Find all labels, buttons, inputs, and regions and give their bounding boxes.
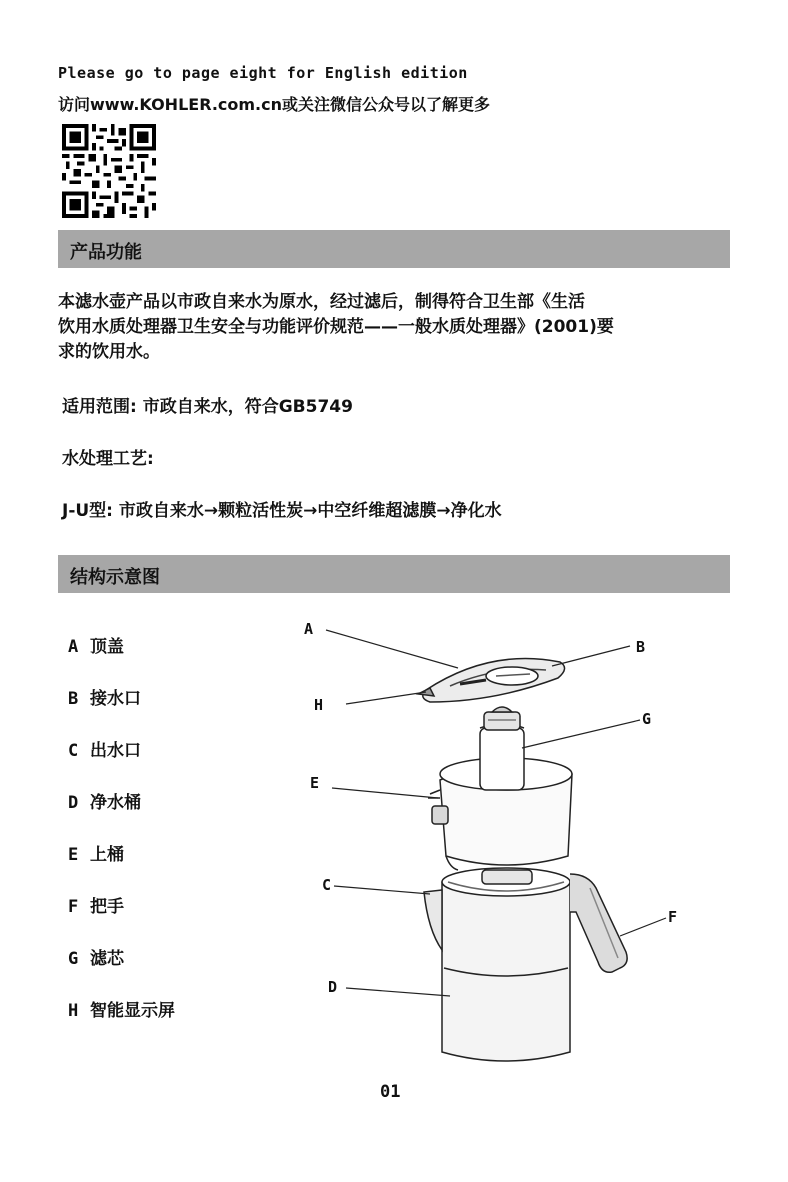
pure-water-tank xyxy=(442,868,570,1061)
pitcher-exploded-diagram xyxy=(290,612,710,1072)
diagram-label-c: C xyxy=(322,876,332,894)
part-item-f: F 把手 xyxy=(68,897,124,917)
part-item-c: C 出水口 xyxy=(68,741,141,761)
section-bar-structure xyxy=(58,555,730,593)
diagram-label-a: A xyxy=(304,620,314,638)
paragraph-line: 求的饮用水。 xyxy=(58,342,160,362)
top-lid xyxy=(418,659,565,703)
visit-website-note: 访问www.KOHLER.com.cn或关注微信公众号以了解更多 xyxy=(58,95,490,114)
paragraph-line: 本滤水壶产品以市政自来水为原水，经过滤后，制得符合卫生部《生活 xyxy=(58,292,585,312)
english-edition-note: Please go to page eight for English edition xyxy=(58,64,468,82)
part-item-h: H 智能显示屏 xyxy=(68,1001,175,1021)
process-flow: J-U型: 市政自来水→颗粒活性炭→中空纤维超滤膜→净化水 xyxy=(62,501,502,521)
function-paragraph xyxy=(58,290,738,365)
diagram-label-g: G xyxy=(642,710,652,728)
part-item-g: G 滤芯 xyxy=(68,949,124,969)
section-title-structure: 结构示意图 xyxy=(70,567,160,588)
scope-text: 适用范围: 市政自来水，符合GB5749 xyxy=(62,397,353,417)
process-title: 水处理工艺: xyxy=(62,449,154,469)
section-bar-product-function xyxy=(58,230,730,268)
diagram-label-f: F xyxy=(668,908,678,926)
part-item-e: E 上桶 xyxy=(68,845,124,865)
water-outlet-spout xyxy=(424,890,442,950)
part-item-d: D 净水桶 xyxy=(68,793,141,813)
part-item-b: B 接水口 xyxy=(68,689,141,709)
section-title-product-function: 产品功能 xyxy=(70,242,142,263)
page-number: 01 xyxy=(380,1082,401,1102)
diagram-label-b: B xyxy=(636,638,646,656)
diagram-label-d: D xyxy=(328,978,338,996)
part-item-a: A 顶盖 xyxy=(68,637,124,657)
filter-cartridge xyxy=(480,707,524,790)
diagram-label-h: H xyxy=(314,696,324,714)
qr-code-icon xyxy=(62,124,156,218)
paragraph-line: 饮用水质处理器卫生安全与功能评价规范——一般水质处理器》(2001)要 xyxy=(58,317,614,337)
diagram-label-e: E xyxy=(310,774,320,792)
